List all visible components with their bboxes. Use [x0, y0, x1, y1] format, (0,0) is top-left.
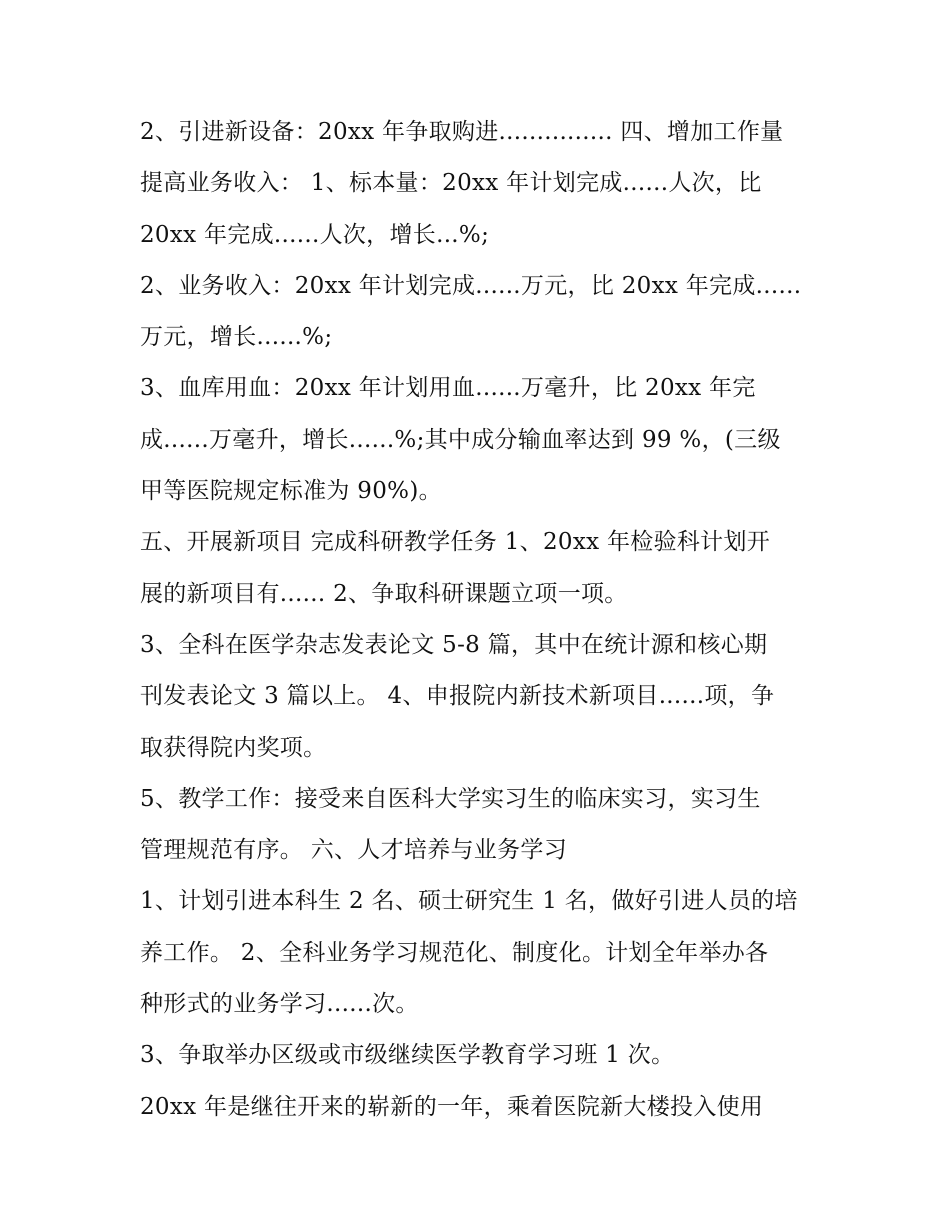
- text-line: 1、计划引进本科生 2 名、硕士研究生 1 名，做好引进人员的培: [140, 888, 798, 915]
- text-line: 管理规范有序。 六、人才培养与业务学习: [140, 837, 568, 864]
- text-line: 2、引进新设备：20xx 年争取购进............... 四、增加工作量: [140, 119, 784, 145]
- text-line: 3、全科在医学杂志发表论文 5-8 篇，其中在统计源和核心期: [140, 631, 768, 658]
- text-line: 提高业务收入： 1、标本量：20xx 年计划完成......人次，比: [140, 170, 762, 197]
- text-line: 甲等医院规定标准为 90%)。: [140, 478, 442, 505]
- text-line: 取获得院内奖项。: [140, 734, 327, 761]
- text-line: 万元，增长......%;: [140, 324, 333, 351]
- text-line: 2、业务收入：20xx 年计划完成......万元，比 20xx 年完成......: [140, 272, 802, 299]
- text-line: 五、开展新项目 完成科研教学任务 1、20xx 年检验科计划开: [140, 529, 771, 556]
- text-line: 种形式的业务学习......次。: [140, 991, 419, 1018]
- text-line: 养工作。 2、全科业务学习规范化、制度化。计划全年举办各: [140, 939, 769, 966]
- text-line: 刊发表论文 3 篇以上。 4、申报院内新技术新项目......项，争: [140, 683, 775, 710]
- text-line: 3、血库用血：20xx 年计划用血......万毫升，比 20xx 年完: [140, 375, 756, 402]
- text-line: 5、教学工作：接受来自医科大学实习生的临床实习，实习生: [140, 785, 761, 812]
- text-line: 成......万毫升，增长......%;其中成分输血率达到 99 %，(三级: [140, 426, 781, 453]
- text-line: 3、争取举办区级或市级继续医学教育学习班 1 次。: [140, 1042, 675, 1069]
- text-line: 20xx 年是继往开来的崭新的一年，乘着医院新大楼投入使用: [140, 1093, 764, 1120]
- document-body: [140, 107, 820, 1133]
- text-line: 20xx 年完成......人次，增长...%;: [140, 221, 490, 248]
- text-line: 展的新项目有...... 2、争取科研课题立项一项。: [140, 580, 628, 607]
